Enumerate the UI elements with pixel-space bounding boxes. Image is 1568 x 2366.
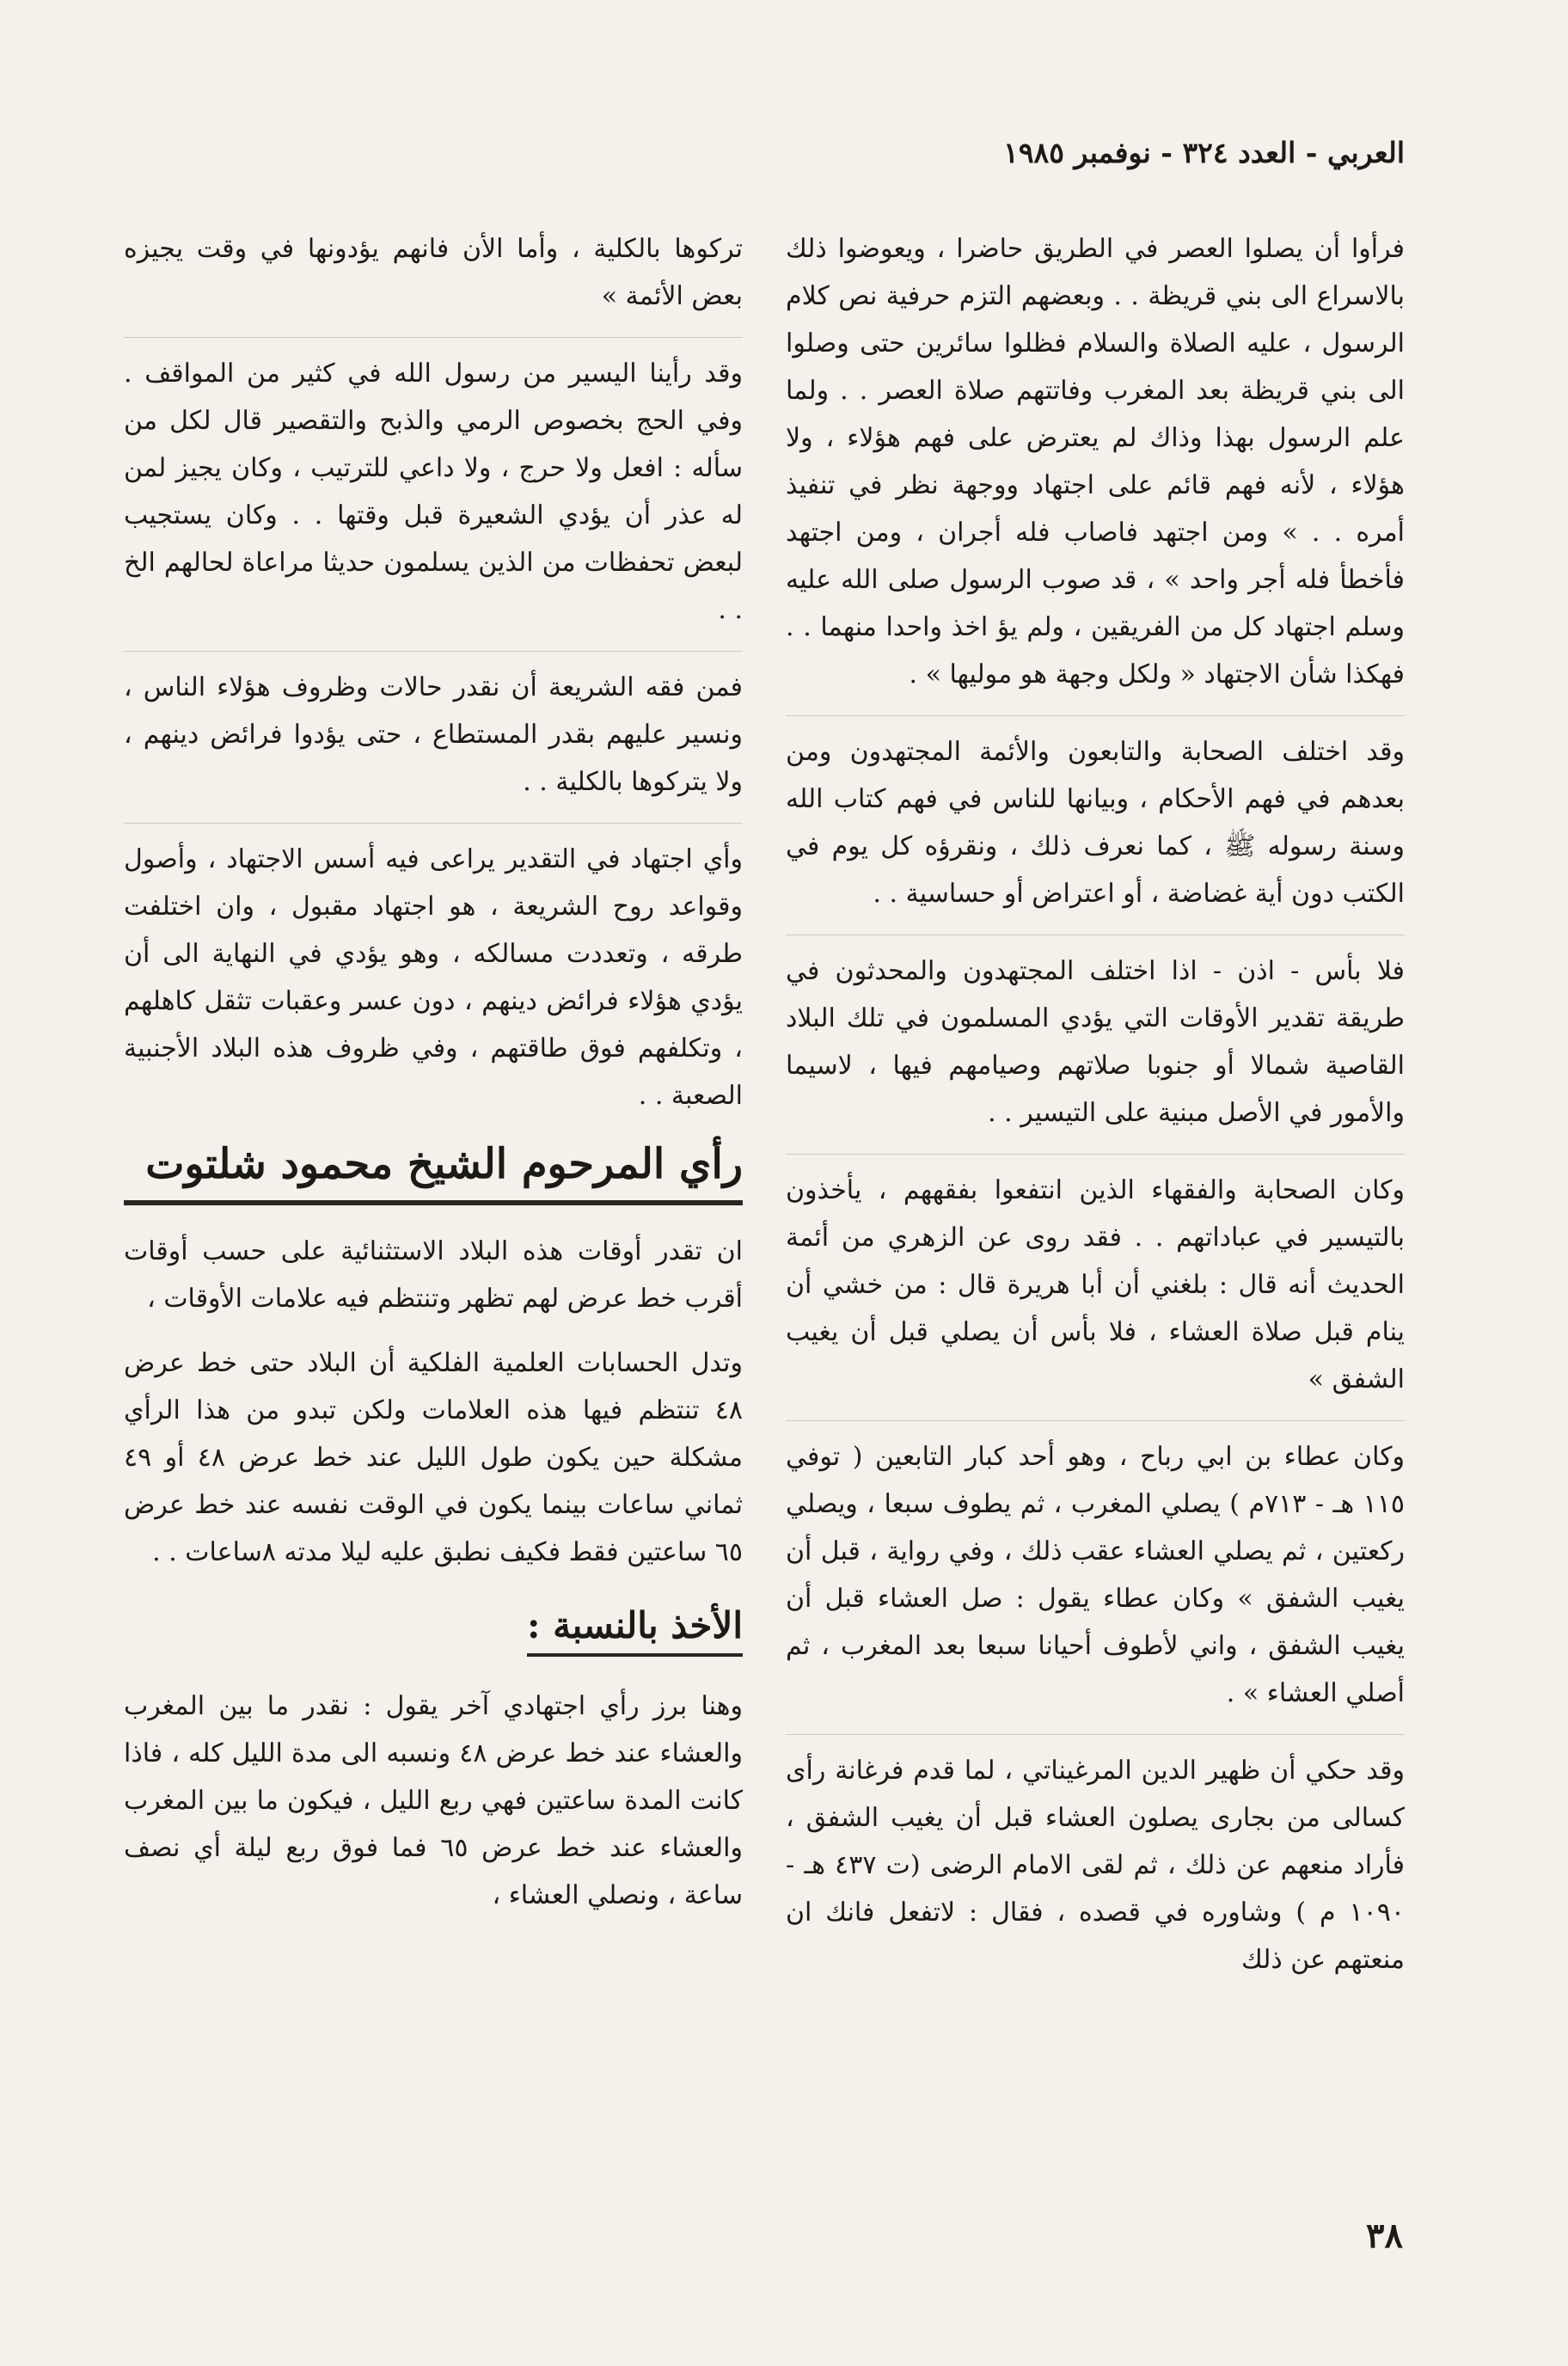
right-paragraph-6: وقد حكي أن ظهير الدين المرغيناتي ، لما قدم فرغانة رأى كسالى من بجارى يصلون العشاء قبل أن يغيب الشفق ، فأراد منعهم عن ذلك ، ثم لقى الامام الرضى (ت ٤٣٧ هـ - ١٠٩٠ م ) وشاوره في قصده ، فقال : لاتفعل فانك ان منعتهم عن ذلك bbox=[786, 1734, 1405, 1983]
left-paragraph-3: فمن فقه الشريعة أن نقدر حالات وظروف هؤلاء الناس ، ونسير عليهم بقدر المستطاع ، حتى يؤدوا فرائض دينهم ، ولا يتركوها بالكلية . . bbox=[124, 651, 743, 806]
subheading-wrap bbox=[124, 1593, 743, 1664]
left-paragraph-7: وهنا برز رأي اجتهادي آخر يقول : نقدر ما بين المغرب والعشاء عند خط عرض ٤٨ ونسبه الى مدة الليل كله ، فاذا كانت المدة ساعتين فهي ربع الليل ، فيكون ما بين المغرب والعشاء عند خط عرض ٦٥ فما فوق ربع ليلة أي نصف ساعة ، ونصلي العشاء ، bbox=[124, 1691, 743, 1910]
right-paragraph-1: فرأوا أن يصلوا العصر في الطريق حاضرا ، ويعوضوا ذلك بالاسراع الى بني قريظة . . وبعضهم التزم حرفية نص كلام الرسول ، عليه الصلاة والسلام فظلوا سائرين حتى وصلوا الى بني قريظة بعد المغرب وفاتتهم صلاة العصر . . ولما علم الرسول بهذا وذاك لم يعترض على فهم هؤلاء ، ولا هؤلاء ، لأنه فهم قائم على اجتهاد ووجهة نظر في تنفيذ أمره . . » ومن اجتهد فاصاب فله أجران ، ومن اجتهد فأخطأ فله أجر واحد » ، قد صوب الرسول صلى الله عليه وسلم اجتهاد كل من الفريقين ، ولم يؤ اخذ واحدا منهما . . فهكذا شأن الاجتهاد « ولكل وجهة هو موليها » . bbox=[786, 234, 1405, 690]
right-paragraph-2: وقد اختلف الصحابة والتابعون والأئمة المجتهدون ومن بعدهم في فهم الأحكام ، وبيانها للناس في فهم كتاب الله وسنة رسوله ﷺ ، كما نعرف ذلك ، ونقرؤه كل يوم في الكتب دون أية غضاضة ، أو اعتراض أو حساسية . . bbox=[786, 715, 1405, 917]
section-subheading-ratio: الأخذ بالنسبة : bbox=[527, 1600, 743, 1657]
page-number: ٣٨ bbox=[1366, 2216, 1403, 2256]
running-head: العربي - العدد ٣٢٤ - نوفمبر ١٩٨٥ bbox=[1003, 136, 1405, 169]
heading-rule bbox=[124, 1200, 743, 1205]
section-heading-shaltut: رأي المرحوم الشيخ محمود شلتوت bbox=[145, 1140, 743, 1188]
left-paragraph-2: وقد رأينا اليسير من رسول الله في كثير من المواقف . وفي الحج بخصوص الرمي والذبح والتقصير قال لكل من سأله : افعل ولا حرج ، ولا داعي للترتيب ، وكان يجيز لمن له عذر أن يؤدي الشعيرة قبل وقتها . . وكان يستجيب لبعض تحفظات من الذين يسلمون حديثا مراعاة لحالهم الخ . . bbox=[124, 337, 743, 634]
right-column bbox=[786, 225, 1405, 2001]
left-paragraph-5: ان تقدر أوقات هذه البلاد الاستثنائية على حسب أوقات أقرب خط عرض لهم تظهر وتنتظم فيه علامات الأوقات ، bbox=[124, 1236, 743, 1314]
right-paragraph-4: وكان الصحابة والفقهاء الذين انتفعوا بفقههم ، يأخذون بالتيسير في عباداتهم . . فقد روى عن الزهري من أئمة الحديث أنه قال : بلغني أن أبا هريرة قال : من خشي أن ينام قبل صلاة العشاء ، فلا بأس أن يصلي قبل أن يغيب الشفق » bbox=[786, 1154, 1405, 1403]
left-paragraph-4: وأي اجتهاد في التقدير يراعى فيه أسس الاجتهاد ، وأصول وقواعد روح الشريعة ، هو اجتهاد مقبول ، وان اختلفت طرقه ، وتعددت مسالكه ، وهو يؤدي في النهاية الى أن يؤدي هؤلاء فرائض دينهم ، دون عسر وعقبات تثقل كاهلهم ، وتكلفهم فوق طاقتهم ، وفي ظروف هذه البلاد الأجنبية الصعبة . . bbox=[124, 823, 743, 1119]
right-paragraph-3: فلا بأس - اذن - اذا اختلف المجتهدون والمحدثون في طريقة تقدير الأوقات التي يؤدي المسلمون في تلك البلاد القاصية شمالا أو جنوبا صلاتهم وصيامهم فيها ، لاسيما والأمور في الأصل مبنية على التيسير . . bbox=[786, 935, 1405, 1137]
left-paragraph-1: تركوها بالكلية ، وأما الأن فانهم يؤدونها في وقت يجيزه بعض الأئمة » bbox=[124, 234, 743, 311]
right-paragraph-5: وكان عطاء بن ابي رباح ، وهو أحد كبار التابعين ( توفي ١١٥ هـ - ٧١٣م ) يصلي المغرب ، ثم يطوف سبعا ، ويصلي ركعتين ، ثم يصلي العشاء عقب ذلك ، وفي رواية ، قبل أن يغيب الشفق » وكان عطاء يقول : صل العشاء قبل أن يغيب الشفق ، واني لأطوف أحيانا سبعا بعد المغرب ، ثم أصلي العشاء » . bbox=[786, 1420, 1405, 1717]
left-column bbox=[124, 225, 743, 1936]
left-paragraph-6: وتدل الحسابات العلمية الفلكية أن البلاد حتى خط عرض ٤٨ تنتظم فيها هذه العلامات ولكن تبدو من هذا الرأي مشكلة حين يكون طول الليل عند خط عرض ٤٨ أو ٤٩ ثماني ساعات بينما يكون في الوقت نفسه عند خط عرض ٦٥ ساعتين فقط فكيف نطبق عليه ليلا مدته ٨ساعات . . bbox=[124, 1348, 743, 1567]
